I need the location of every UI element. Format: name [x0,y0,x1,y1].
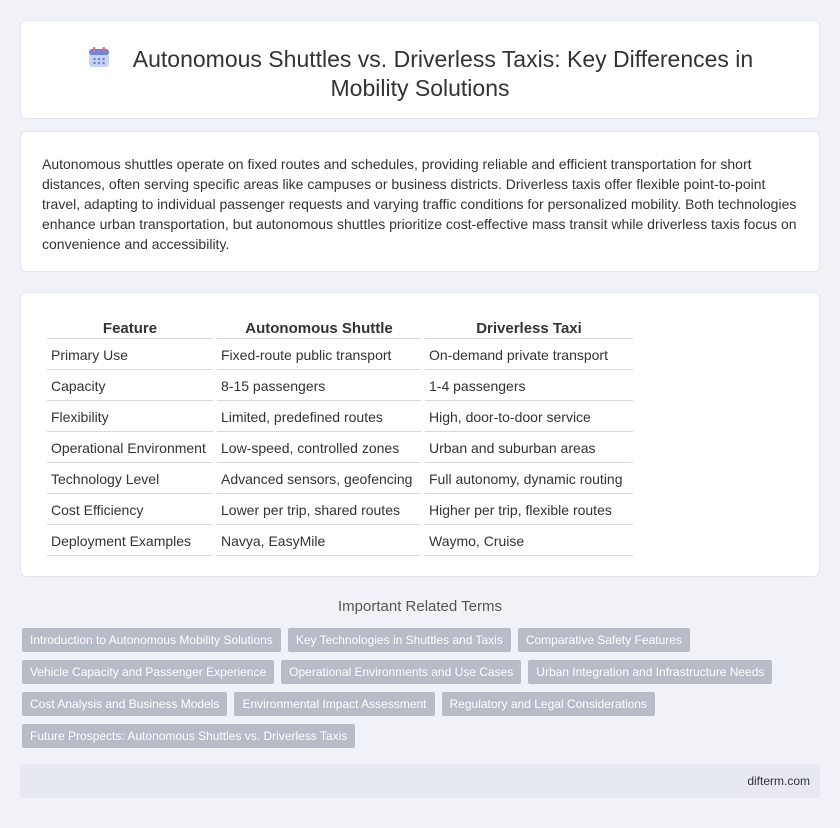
table-cell: Limited, predefined routes [217,403,421,432]
table-cell: Lower per trip, shared routes [217,496,421,525]
related-term-tag[interactable]: Cost Analysis and Business Models [22,692,227,716]
footer [20,764,820,798]
related-term-tag[interactable]: Urban Integration and Infrastructure Needs [528,660,772,684]
table-header-row [47,317,633,339]
table-cell: Operational Environment [47,434,213,463]
column-header-feature: Feature [47,317,213,339]
related-terms-title: Important Related Terms [338,598,502,615]
table-cell: Waymo, Cruise [425,527,633,556]
column-header-shuttle: Autonomous Shuttle [217,317,421,339]
comparison-table [43,315,637,558]
table-cell: 1-4 passengers [425,372,633,401]
page-title-text: Autonomous Shuttles vs. Driverless Taxis: Key Differences in Mobility Solutions [132,46,754,101]
table-row [47,527,633,556]
table-row [47,465,633,494]
table-cell: Cost Efficiency [47,496,213,525]
table-row [47,434,633,463]
table-cell: Full autonomy, dynamic routing [425,465,633,494]
table-cell: Urban and suburban areas [425,434,633,463]
table-cell: Fixed-route public transport [217,341,421,370]
table-cell: Advanced sensors, geofencing [217,465,421,494]
related-term-tag[interactable]: Future Prospects: Autonomous Shuttles vs. Driverless Taxis [22,724,355,748]
table-cell: Capacity [47,372,213,401]
table-cell: Low-speed, controlled zones [217,434,421,463]
header-card [20,20,820,119]
intro-card [20,131,820,272]
calendar-icon [87,45,111,69]
table-cell: On-demand private transport [425,341,633,370]
related-term-tag[interactable]: Regulatory and Legal Considerations [442,692,655,716]
table-cell: Higher per trip, flexible routes [425,496,633,525]
table-cell: Deployment Examples [47,527,213,556]
related-term-tag[interactable]: Key Technologies in Shuttles and Taxis [288,628,511,652]
table-row [47,496,633,525]
related-term-tag[interactable]: Environmental Impact Assessment [234,692,434,716]
related-term-tag[interactable]: Introduction to Autonomous Mobility Solutions [22,628,281,652]
table-row [47,372,633,401]
column-header-taxi: Driverless Taxi [425,317,633,339]
related-term-tag[interactable]: Comparative Safety Features [518,628,690,652]
table-cell: Flexibility [47,403,213,432]
table-cell: Navya, EasyMile [217,527,421,556]
related-term-tag[interactable]: Vehicle Capacity and Passenger Experience [22,660,274,684]
table-cell: 8-15 passengers [217,372,421,401]
table-cell: Primary Use [47,341,213,370]
page-title [21,45,819,103]
intro-paragraph: Autonomous shuttles operate on fixed routes and schedules, providing reliable and efficient transportation for short distances, often serving specific areas like campuses or business districts. Driverless taxis offer flexible point-to-point travel, adapting to individual passenger requests and varying traffic conditions for personalized mobility. Both technologies enhance urban transportation, but autonomous shuttles prioritize cost-effective mass transit while driverless taxis focus on convenience and accessibility. [42,156,797,252]
table-row [47,341,633,370]
comparison-table-card [20,292,820,577]
related-terms-list [22,628,822,748]
table-cell: High, door-to-door service [425,403,633,432]
table-cell: Technology Level [47,465,213,494]
footer-site-link[interactable]: difterm.com [747,774,810,788]
related-term-tag[interactable]: Operational Environments and Use Cases [281,660,521,684]
table-row [47,403,633,432]
